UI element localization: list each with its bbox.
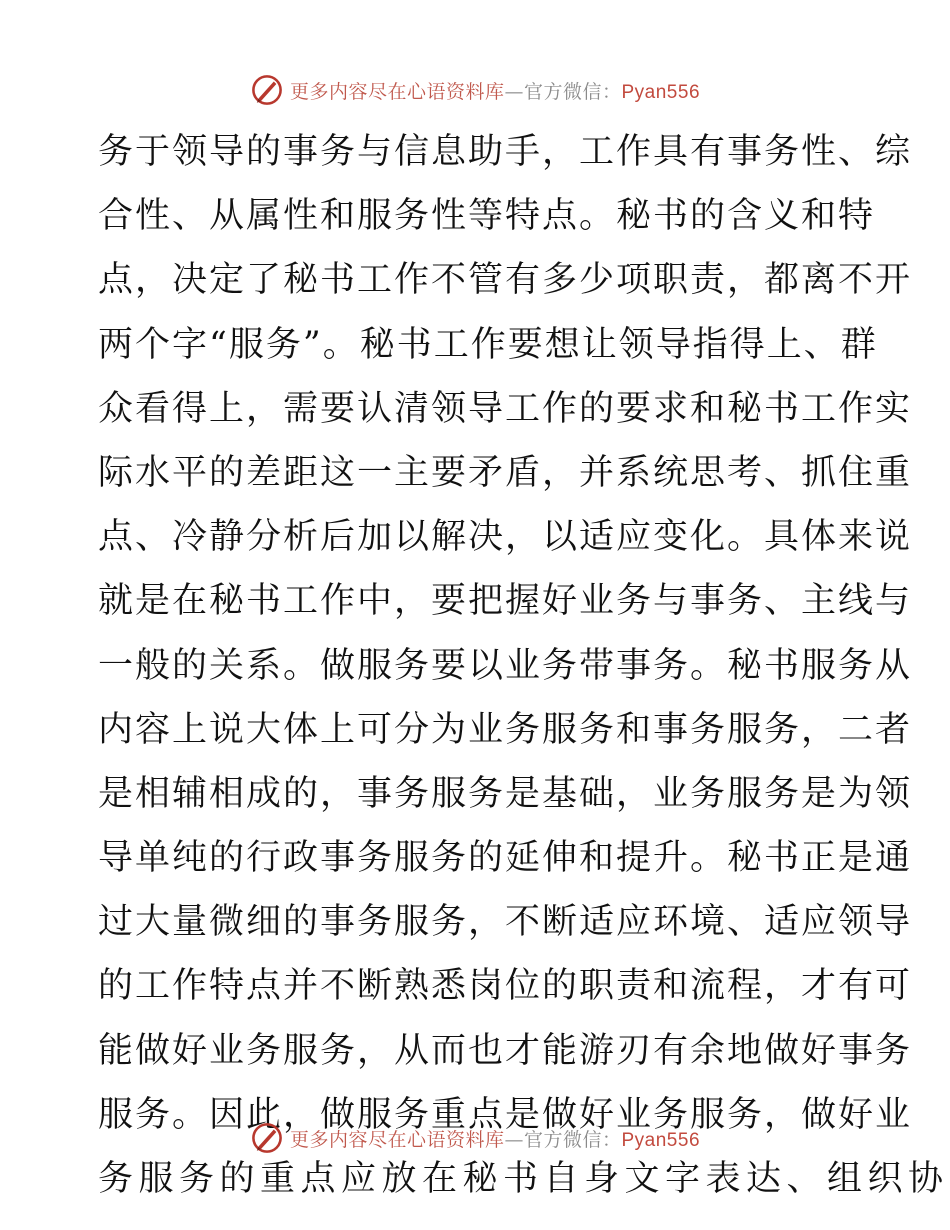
text-line: 是相辅相成的，事务服务是基础，业务服务是为领 xyxy=(98,773,913,814)
footer-dash: — xyxy=(504,1128,524,1151)
text-line: 点、冷静分析后加以解决，以适应变化。具体来说 xyxy=(98,517,913,558)
header-banner xyxy=(0,70,950,110)
text-line: 就是在秘书工作中，要把握好业务与事务、主线与 xyxy=(98,581,913,622)
text-line: 一般的关系。做服务要以业务带事务。秘书服务从 xyxy=(98,645,913,686)
pen-logo-icon xyxy=(250,1121,284,1155)
text-line: 能做好业务服务，从而也才能游刃有余地做好事务 xyxy=(98,1030,913,1071)
footer-wechat-label: 官方微信： xyxy=(523,1128,622,1151)
text-line: 际水平的差距这一主要矛盾，并系统思考、抓住重 xyxy=(98,452,913,493)
footer-banner xyxy=(0,1118,950,1158)
header-wechat-label: 官方微信： xyxy=(523,80,622,103)
text-line: 两个字“服务”。秘书工作要想让领导指得上、群 xyxy=(98,324,878,365)
text-line: 点，决定了秘书工作不管有多少项职责，都离不开 xyxy=(98,260,913,301)
text-line: 的工作特点并不断熟悉岗位的职责和流程，才有可 xyxy=(98,966,913,1007)
header-wechat-id: Pyan556 xyxy=(621,81,701,103)
footer-wechat-id: Pyan556 xyxy=(621,1129,701,1151)
text-line: 务服务的重点应放在秘书自身文字表达、组织协 xyxy=(98,1159,949,1199)
text-line: 过大量微细的事务服务，不断适应环境、适应领导 xyxy=(98,902,913,943)
text-line: 导单纯的行政事务服务的延伸和提升。秘书正是通 xyxy=(98,838,913,879)
header-dash: — xyxy=(504,80,524,103)
document-body xyxy=(98,120,949,1211)
header-brand: 更多内容尽在心语资料库 xyxy=(289,80,505,103)
text-line: 合性、从属性和服务性等特点。秘书的含义和特 xyxy=(98,196,876,237)
pen-logo-icon xyxy=(250,73,284,107)
text-line: 众看得上，需要认清领导工作的要求和秘书工作实 xyxy=(98,388,913,429)
footer-brand: 更多内容尽在心语资料库 xyxy=(289,1128,505,1151)
text-line: 务于领导的事务与信息助手，工作具有事务性、综 xyxy=(98,132,913,172)
text-line: 内容上说大体上可分为业务服务和事务服务，二者 xyxy=(98,709,913,750)
text-line: 服务。因此，做服务重点是做好业务服务，做好业 xyxy=(98,1094,913,1135)
